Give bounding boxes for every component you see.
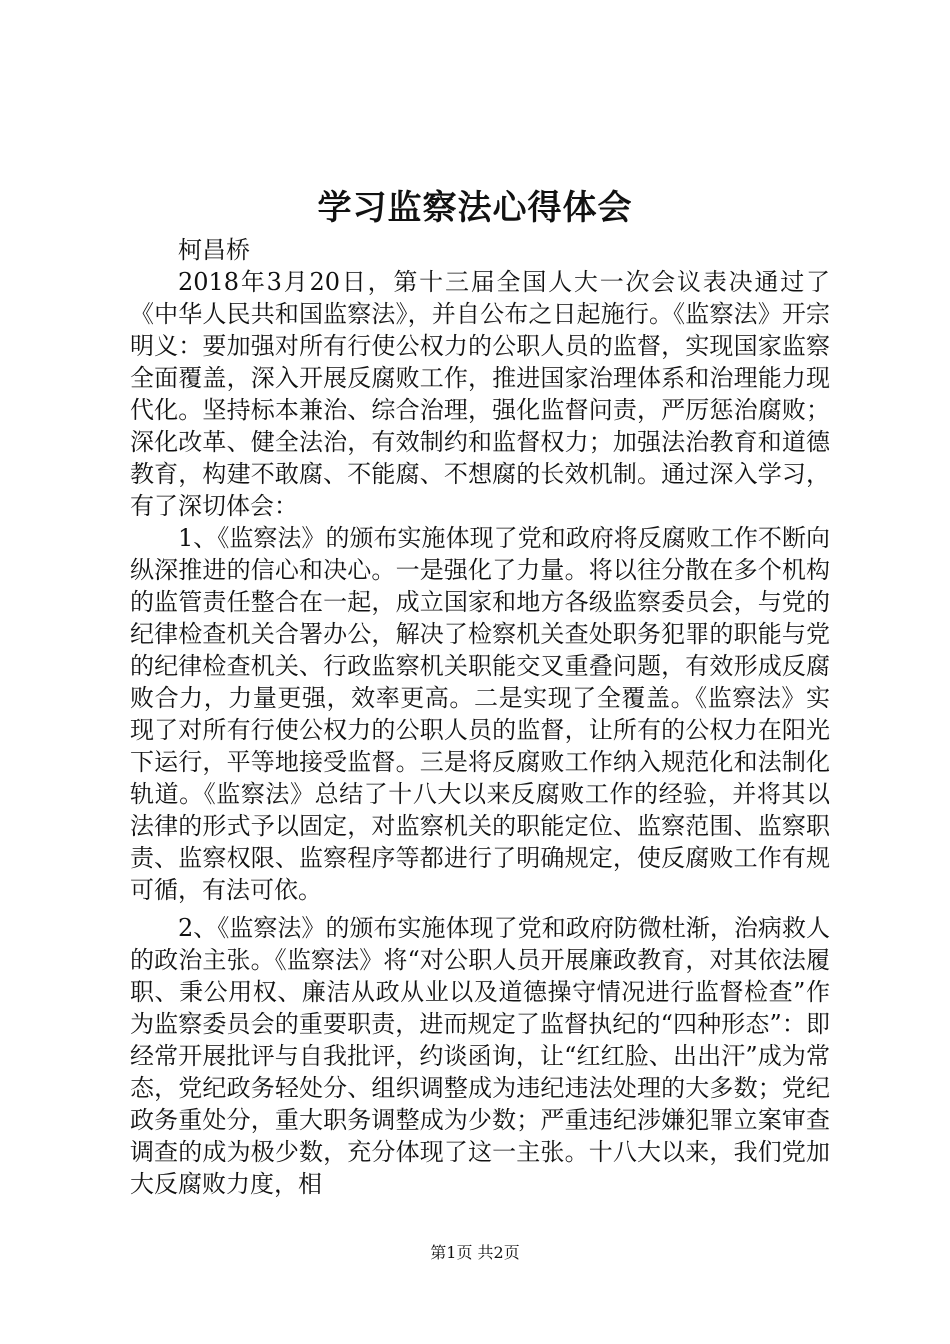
document-title: 学习监察法心得体会 [317,188,633,228]
document-body [130,234,830,1200]
paragraph-point-1: 1、《监察法》的颁布实施体现了党和政府将反腐败工作不断向纵深推进的信心和决心。一是强化了力量。将以往分散在多个机构的监管责任整合在一起，成立国家和地方各级监察委员会，与党的纪律检查机关合署办公，解决了检察机关查处职务犯罪的职能与党的纪律检查机关、行政监察机关职能交叉重叠问题，有效形成反腐败合力，力量更强，效率更高。二是实现了全覆盖。《监察法》实现了对所有行使公权力的公职人员的监督，让所有的公权力在阳光下运行，平等地接受监督。三是将反腐败工作纳入规范化和法制化轨道。《监察法》总结了十八大以来反腐败工作的经验，并将其以法律的形式予以固定，对监察机关的职能定位、监察范围、监察职责、监察权限、监察程序等都进行了明确规定，使反腐败工作有规可循，有法可依。 [130,524,830,904]
page-footer: 第1页 共2页 [430,1243,520,1262]
author-line: 柯昌桥 [178,236,250,264]
paragraph-intro: 2018年3月20日，第十三届全国人大一次会议表决通过了《中华人民共和国监察法》，并自公布之日起施行。《监察法》开宗明义：要加强对所有行使公权力的公职人员的监督，实现国家监察全面覆盖，深入开展反腐败工作，推进国家治理体系和治理能力现代化。坚持标本兼治、综合治理，强化监督问责，严厉惩治腐败；深化改革、健全法治，有效制约和监督权力；加强法治教育和道德教育，构建不敢腐、不能腐、不想腐的长效机制。通过深入学习，有了深切体会： [130,268,830,520]
paragraph-point-2: 2、《监察法》的颁布实施体现了党和政府防微杜渐，治病救人的政治主张。《监察法》将“对公职人员开展廉政教育，对其依法履职、秉公用权、廉洁从政从业以及道德操守情况进行监督检查”作为监察委员会的重要职责，进而规定了监督执纪的“四种形态”：即经常开展批评与自我批评，约谈函询，让“红红脸、出出汗”成为常态，党纪政务轻处分、组织调整成为违纪违法处理的大多数；党纪政务重处分，重大职务调整成为少数；严重违纪涉嫌犯罪立案审查调查的成为极少数，充分体现了这一主张。十八大以来，我们党加大反腐败力度，相 [130,914,830,1198]
